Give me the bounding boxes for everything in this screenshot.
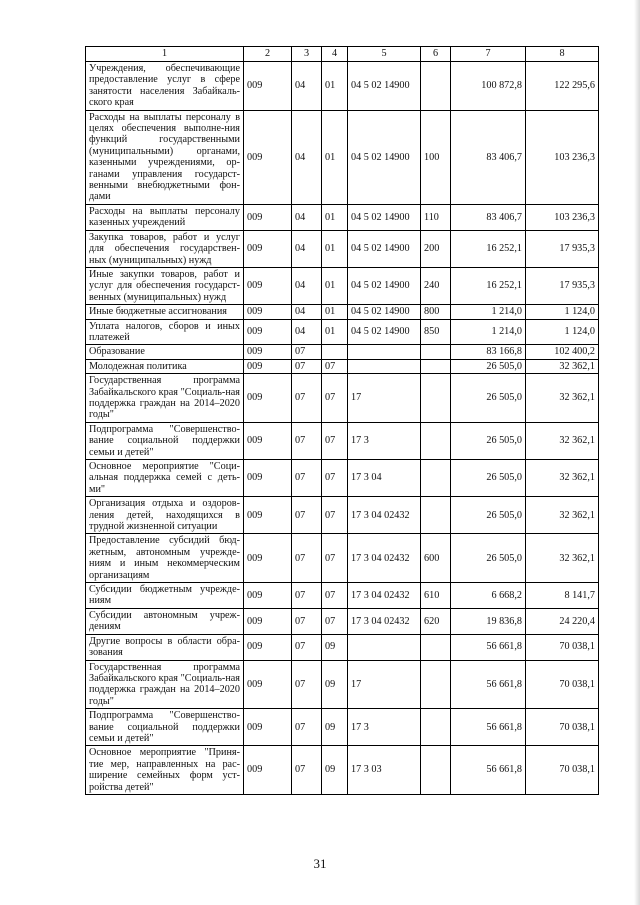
table-body	[86, 62, 599, 795]
chapter-code-cell: 009	[244, 709, 292, 746]
expense-type-cell	[421, 374, 451, 423]
amount-year2-cell: 122 295,6	[526, 62, 599, 111]
amount-year1-cell: 6 668,2	[451, 583, 526, 609]
budget-table	[85, 46, 599, 795]
chapter-code-cell: 009	[244, 204, 292, 230]
row-name-cell: Основное мероприятие "Соци-альная поддержка семей с деть-ми"	[86, 460, 244, 497]
amount-year1-cell: 26 505,0	[451, 534, 526, 583]
section-code-cell: 07	[292, 583, 322, 609]
amount-year2-cell: 70 038,1	[526, 660, 599, 709]
amount-year1-cell: 56 661,8	[451, 709, 526, 746]
section-code-cell: 04	[292, 319, 322, 345]
section-code-cell: 07	[292, 634, 322, 660]
header-row	[86, 47, 599, 62]
chapter-code-cell: 009	[244, 359, 292, 373]
chapter-code-cell: 009	[244, 534, 292, 583]
table-row	[86, 608, 599, 634]
section-code-cell: 04	[292, 62, 322, 111]
amount-year1-cell: 83 406,7	[451, 110, 526, 204]
expense-type-cell	[421, 634, 451, 660]
section-code-cell: 07	[292, 422, 322, 459]
target-article-cell: 04 5 02 14900	[348, 305, 421, 319]
expense-type-cell	[421, 746, 451, 795]
subsection-code-cell: 07	[322, 460, 348, 497]
table-row	[86, 305, 599, 319]
section-code-cell: 07	[292, 460, 322, 497]
section-code-cell: 07	[292, 374, 322, 423]
target-article-cell: 17 3 04 02432	[348, 583, 421, 609]
amount-year1-cell: 83 166,8	[451, 345, 526, 359]
section-code-cell: 07	[292, 660, 322, 709]
table-row	[86, 359, 599, 373]
table-row	[86, 497, 599, 534]
amount-year2-cell: 32 362,1	[526, 422, 599, 459]
chapter-code-cell: 009	[244, 230, 292, 267]
chapter-code-cell: 009	[244, 422, 292, 459]
row-name-cell: Субсидии автономным учреж-дениям	[86, 608, 244, 634]
subsection-code-cell: 09	[322, 634, 348, 660]
amount-year1-cell: 19 836,8	[451, 608, 526, 634]
expense-type-cell	[421, 62, 451, 111]
table-row	[86, 634, 599, 660]
amount-year2-cell: 17 935,3	[526, 230, 599, 267]
subsection-code-cell: 01	[322, 319, 348, 345]
row-name-cell: Основное мероприятие "Приня-тие мер, направленных на рас-ширение семейных форм уст-ройства детей"	[86, 746, 244, 795]
section-code-cell: 07	[292, 534, 322, 583]
column-header: 7	[451, 47, 526, 62]
chapter-code-cell: 009	[244, 374, 292, 423]
row-name-cell: Уплата налогов, сборов и иных платежей	[86, 319, 244, 345]
amount-year2-cell: 70 038,1	[526, 709, 599, 746]
subsection-code-cell: 07	[322, 534, 348, 583]
amount-year1-cell: 56 661,8	[451, 634, 526, 660]
expense-type-cell: 100	[421, 110, 451, 204]
amount-year1-cell: 1 214,0	[451, 319, 526, 345]
amount-year1-cell: 100 872,8	[451, 62, 526, 111]
column-header: 4	[322, 47, 348, 62]
subsection-code-cell: 01	[322, 110, 348, 204]
amount-year2-cell: 102 400,2	[526, 345, 599, 359]
row-name-cell: Закупка товаров, работ и услуг для обеспечения государствен-ных (муниципальных) нужд	[86, 230, 244, 267]
row-name-cell: Государственная программа Забайкальского края "Социаль-ная поддержка граждан на 2014–2020 годы"	[86, 374, 244, 423]
expense-type-cell	[421, 422, 451, 459]
amount-year1-cell: 16 252,1	[451, 230, 526, 267]
row-name-cell: Учреждения, обеспечивающие предоставление услуг в сфере занятости населения Забайкаль-ского края	[86, 62, 244, 111]
target-article-cell: 04 5 02 14900	[348, 267, 421, 304]
amount-year2-cell: 103 236,3	[526, 110, 599, 204]
row-name-cell: Подпрограмма "Совершенство-вание социальной поддержки семьи и детей"	[86, 422, 244, 459]
section-code-cell: 04	[292, 204, 322, 230]
chapter-code-cell: 009	[244, 634, 292, 660]
target-article-cell: 04 5 02 14900	[348, 62, 421, 111]
amount-year1-cell: 16 252,1	[451, 267, 526, 304]
chapter-code-cell: 009	[244, 319, 292, 345]
amount-year1-cell: 1 214,0	[451, 305, 526, 319]
table-row	[86, 374, 599, 423]
expense-type-cell	[421, 497, 451, 534]
table-row	[86, 660, 599, 709]
subsection-code-cell: 01	[322, 267, 348, 304]
chapter-code-cell: 009	[244, 583, 292, 609]
section-code-cell: 07	[292, 345, 322, 359]
amount-year2-cell: 32 362,1	[526, 534, 599, 583]
subsection-code-cell: 09	[322, 746, 348, 795]
subsection-code-cell: 07	[322, 422, 348, 459]
subsection-code-cell: 07	[322, 608, 348, 634]
target-article-cell: 17 3 03	[348, 746, 421, 795]
amount-year1-cell: 26 505,0	[451, 359, 526, 373]
table-row	[86, 422, 599, 459]
chapter-code-cell: 009	[244, 660, 292, 709]
target-article-cell: 04 5 02 14900	[348, 204, 421, 230]
row-name-cell: Молодежная политика	[86, 359, 244, 373]
chapter-code-cell: 009	[244, 345, 292, 359]
column-header: 5	[348, 47, 421, 62]
amount-year1-cell: 26 505,0	[451, 374, 526, 423]
chapter-code-cell: 009	[244, 460, 292, 497]
target-article-cell	[348, 634, 421, 660]
target-article-cell: 04 5 02 14900	[348, 319, 421, 345]
target-article-cell	[348, 345, 421, 359]
chapter-code-cell: 009	[244, 267, 292, 304]
row-name-cell: Организация отдыха и оздоров-ления детей, находящихся в трудной жизненной ситуации	[86, 497, 244, 534]
page-edge-shadow	[634, 0, 640, 905]
column-header: 1	[86, 47, 244, 62]
column-header: 3	[292, 47, 322, 62]
table-row	[86, 746, 599, 795]
subsection-code-cell: 01	[322, 62, 348, 111]
amount-year2-cell: 32 362,1	[526, 374, 599, 423]
amount-year1-cell: 26 505,0	[451, 422, 526, 459]
amount-year2-cell: 103 236,3	[526, 204, 599, 230]
row-name-cell: Другие вопросы в области обра-зования	[86, 634, 244, 660]
expense-type-cell: 240	[421, 267, 451, 304]
target-article-cell: 17 3 04 02432	[348, 608, 421, 634]
chapter-code-cell: 009	[244, 608, 292, 634]
subsection-code-cell: 07	[322, 583, 348, 609]
row-name-cell: Расходы на выплаты персоналу в целях обеспечения выполне-ния функций государственными (муниципальными) органами, казенными учреждениями, ор-ганами управления государст-венными внебюджетными фон-дами	[86, 110, 244, 204]
chapter-code-cell: 009	[244, 110, 292, 204]
subsection-code-cell: 01	[322, 204, 348, 230]
amount-year2-cell: 17 935,3	[526, 267, 599, 304]
row-name-cell: Субсидии бюджетным учрежде-ниям	[86, 583, 244, 609]
target-article-cell: 17 3	[348, 709, 421, 746]
expense-type-cell	[421, 709, 451, 746]
row-name-cell: Образование	[86, 345, 244, 359]
row-name-cell: Государственная программа Забайкальского края "Социаль-ная поддержка граждан на 2014–2020 годы"	[86, 660, 244, 709]
table-row	[86, 230, 599, 267]
section-code-cell: 04	[292, 305, 322, 319]
table-row	[86, 267, 599, 304]
subsection-code-cell	[322, 345, 348, 359]
table-row	[86, 709, 599, 746]
expense-type-cell: 110	[421, 204, 451, 230]
table-row	[86, 460, 599, 497]
row-name-cell: Предоставление субсидий бюд-жетным, автономным учрежде-ниям и иным некоммерческим организациям	[86, 534, 244, 583]
amount-year2-cell: 32 362,1	[526, 497, 599, 534]
section-code-cell: 04	[292, 230, 322, 267]
table-row	[86, 204, 599, 230]
table-row	[86, 534, 599, 583]
subsection-code-cell: 01	[322, 230, 348, 267]
amount-year2-cell: 24 220,4	[526, 608, 599, 634]
table-row	[86, 319, 599, 345]
target-article-cell: 17 3	[348, 422, 421, 459]
section-code-cell: 04	[292, 110, 322, 204]
subsection-code-cell: 07	[322, 374, 348, 423]
table-row	[86, 62, 599, 111]
expense-type-cell	[421, 460, 451, 497]
amount-year2-cell: 1 124,0	[526, 319, 599, 345]
amount-year1-cell: 56 661,8	[451, 660, 526, 709]
section-code-cell: 07	[292, 709, 322, 746]
chapter-code-cell: 009	[244, 497, 292, 534]
subsection-code-cell: 07	[322, 497, 348, 534]
amount-year1-cell: 26 505,0	[451, 497, 526, 534]
target-article-cell: 04 5 02 14900	[348, 230, 421, 267]
chapter-code-cell: 009	[244, 746, 292, 795]
target-article-cell: 17 3 04	[348, 460, 421, 497]
expense-type-cell: 610	[421, 583, 451, 609]
subsection-code-cell: 07	[322, 359, 348, 373]
section-code-cell: 07	[292, 497, 322, 534]
subsection-code-cell: 09	[322, 709, 348, 746]
target-article-cell	[348, 359, 421, 373]
expense-type-cell: 800	[421, 305, 451, 319]
expense-type-cell	[421, 660, 451, 709]
amount-year2-cell: 32 362,1	[526, 460, 599, 497]
table-row	[86, 110, 599, 204]
subsection-code-cell: 09	[322, 660, 348, 709]
column-header: 8	[526, 47, 599, 62]
row-name-cell: Иные закупки товаров, работ и услуг для обеспечения государст-венных (муниципальных) нужд	[86, 267, 244, 304]
expense-type-cell: 850	[421, 319, 451, 345]
column-header: 6	[421, 47, 451, 62]
expense-type-cell	[421, 359, 451, 373]
target-article-cell: 17	[348, 374, 421, 423]
amount-year2-cell: 1 124,0	[526, 305, 599, 319]
chapter-code-cell: 009	[244, 62, 292, 111]
amount-year1-cell: 56 661,8	[451, 746, 526, 795]
amount-year2-cell: 32 362,1	[526, 359, 599, 373]
amount-year1-cell: 26 505,0	[451, 460, 526, 497]
target-article-cell: 17 3 04 02432	[348, 497, 421, 534]
chapter-code-cell: 009	[244, 305, 292, 319]
expense-type-cell: 200	[421, 230, 451, 267]
page-number: 31	[313, 856, 327, 871]
section-code-cell: 07	[292, 746, 322, 795]
section-code-cell: 07	[292, 359, 322, 373]
section-code-cell: 04	[292, 267, 322, 304]
row-name-cell: Подпрограмма "Совершенство-вание социальной поддержки семьи и детей"	[86, 709, 244, 746]
target-article-cell: 17 3 04 02432	[348, 534, 421, 583]
target-article-cell: 04 5 02 14900	[348, 110, 421, 204]
budget-sheet	[85, 46, 598, 795]
expense-type-cell: 600	[421, 534, 451, 583]
table-row	[86, 583, 599, 609]
amount-year2-cell: 70 038,1	[526, 634, 599, 660]
amount-year1-cell: 83 406,7	[451, 204, 526, 230]
target-article-cell: 17	[348, 660, 421, 709]
table-row	[86, 345, 599, 359]
row-name-cell: Расходы на выплаты персоналу казенных учреждений	[86, 204, 244, 230]
subsection-code-cell: 01	[322, 305, 348, 319]
row-name-cell: Иные бюджетные ассигнования	[86, 305, 244, 319]
expense-type-cell	[421, 345, 451, 359]
section-code-cell: 07	[292, 608, 322, 634]
column-header: 2	[244, 47, 292, 62]
expense-type-cell: 620	[421, 608, 451, 634]
amount-year2-cell: 8 141,7	[526, 583, 599, 609]
amount-year2-cell: 70 038,1	[526, 746, 599, 795]
